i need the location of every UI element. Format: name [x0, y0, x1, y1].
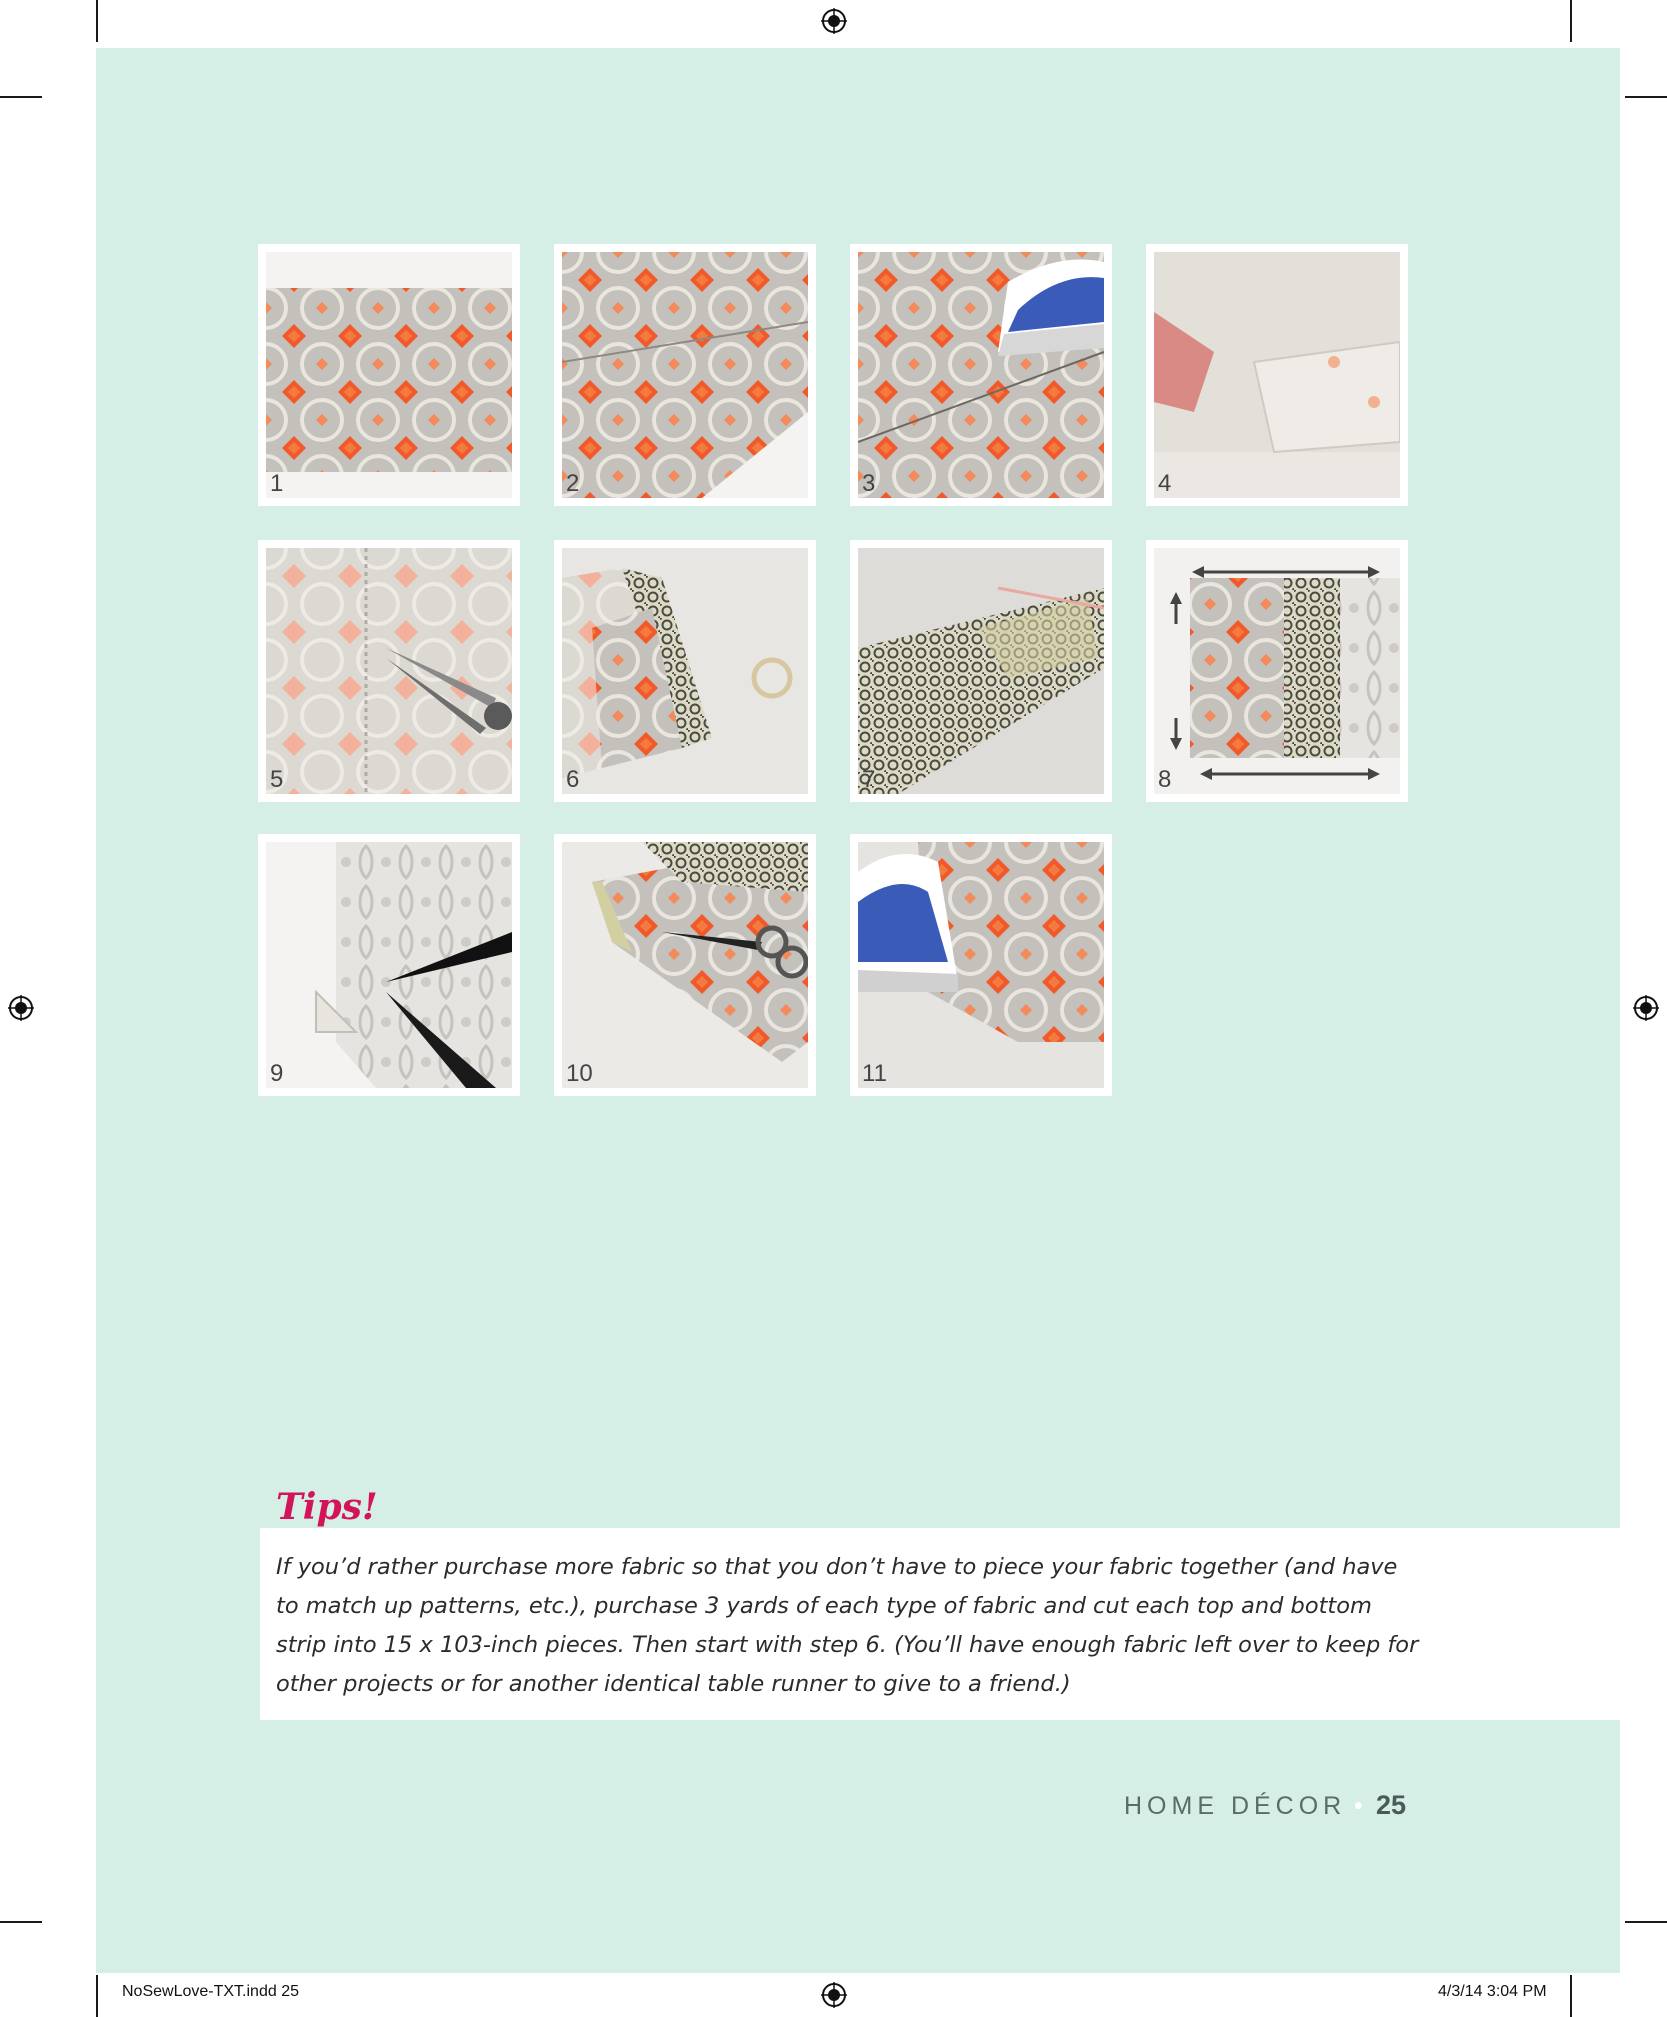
trim-mark — [1625, 96, 1667, 98]
footer-separator-dot: • — [1354, 1792, 1363, 1820]
registration-mark-icon — [821, 1982, 847, 2008]
step-number: 1 — [270, 470, 284, 497]
tips-text: If you’d rather purchase more fabric so that you don’t have to piece your fabric together (and have to match up patterns, etc.), purchase 3 yards of each type of fabric and cut each top and bottom strip into 15 x 103-inch pieces. Then start with step 6. (You’ll have enough fabric left over to keep for other projects or for another identical table runner to give to a friend.) — [276, 1554, 1419, 1697]
trim-mark — [1570, 1975, 1572, 2017]
step-photo — [258, 834, 520, 1096]
fabric-measure-arrows-image — [1154, 548, 1400, 794]
tips-title: Tips! — [276, 1486, 378, 1528]
page-number: 25 — [1376, 1790, 1407, 1820]
step-number: 11 — [862, 1060, 887, 1087]
step-number: 8 — [1158, 766, 1172, 793]
step-photo — [258, 244, 520, 506]
registration-mark-icon — [1633, 995, 1659, 1021]
slug-date: 4/3/14 3:04 PM — [1438, 1983, 1547, 2000]
step-photo — [554, 540, 816, 802]
step-number: 4 — [1158, 470, 1172, 497]
fabric-scissors-image — [266, 548, 512, 794]
fabric-fold-scissors-image — [562, 842, 808, 1088]
step-number: 2 — [566, 470, 580, 497]
step-number: 7 — [862, 766, 876, 793]
fabric-corner-trim-image — [266, 842, 512, 1088]
step-photo — [850, 540, 1112, 802]
step-photo — [554, 244, 816, 506]
step-number: 6 — [566, 766, 580, 793]
step-number: 5 — [270, 766, 284, 793]
fabric-iron-finish-image — [858, 842, 1104, 1088]
step-photo — [258, 540, 520, 802]
fabric-overlap-image — [562, 252, 808, 498]
trim-mark — [96, 1975, 98, 2017]
section-title: HOME DÉCOR — [1124, 1792, 1347, 1820]
step-number: 3 — [862, 470, 876, 497]
fabric-peel-image — [1154, 252, 1400, 498]
trim-mark — [1570, 0, 1572, 42]
registration-mark-icon — [821, 8, 847, 34]
fabric-flat-image — [266, 252, 512, 498]
trim-mark — [1625, 1921, 1667, 1923]
step-number: 9 — [270, 1060, 284, 1087]
fabric-strip-pattern-image — [858, 548, 1104, 794]
fabric-iron-image — [858, 252, 1104, 498]
step-photo — [850, 834, 1112, 1096]
step-photo — [1146, 540, 1408, 802]
slug-filename: NoSewLove-TXT.indd 25 — [122, 1983, 299, 2000]
trim-mark — [96, 0, 98, 42]
registration-mark-icon — [8, 995, 34, 1021]
step-photo — [850, 244, 1112, 506]
step-photo — [554, 834, 816, 1096]
trim-mark — [0, 96, 42, 98]
step-photo — [1146, 244, 1408, 506]
fabric-two-layers-image — [562, 548, 808, 794]
step-number: 10 — [566, 1060, 593, 1087]
trim-mark — [0, 1921, 42, 1923]
